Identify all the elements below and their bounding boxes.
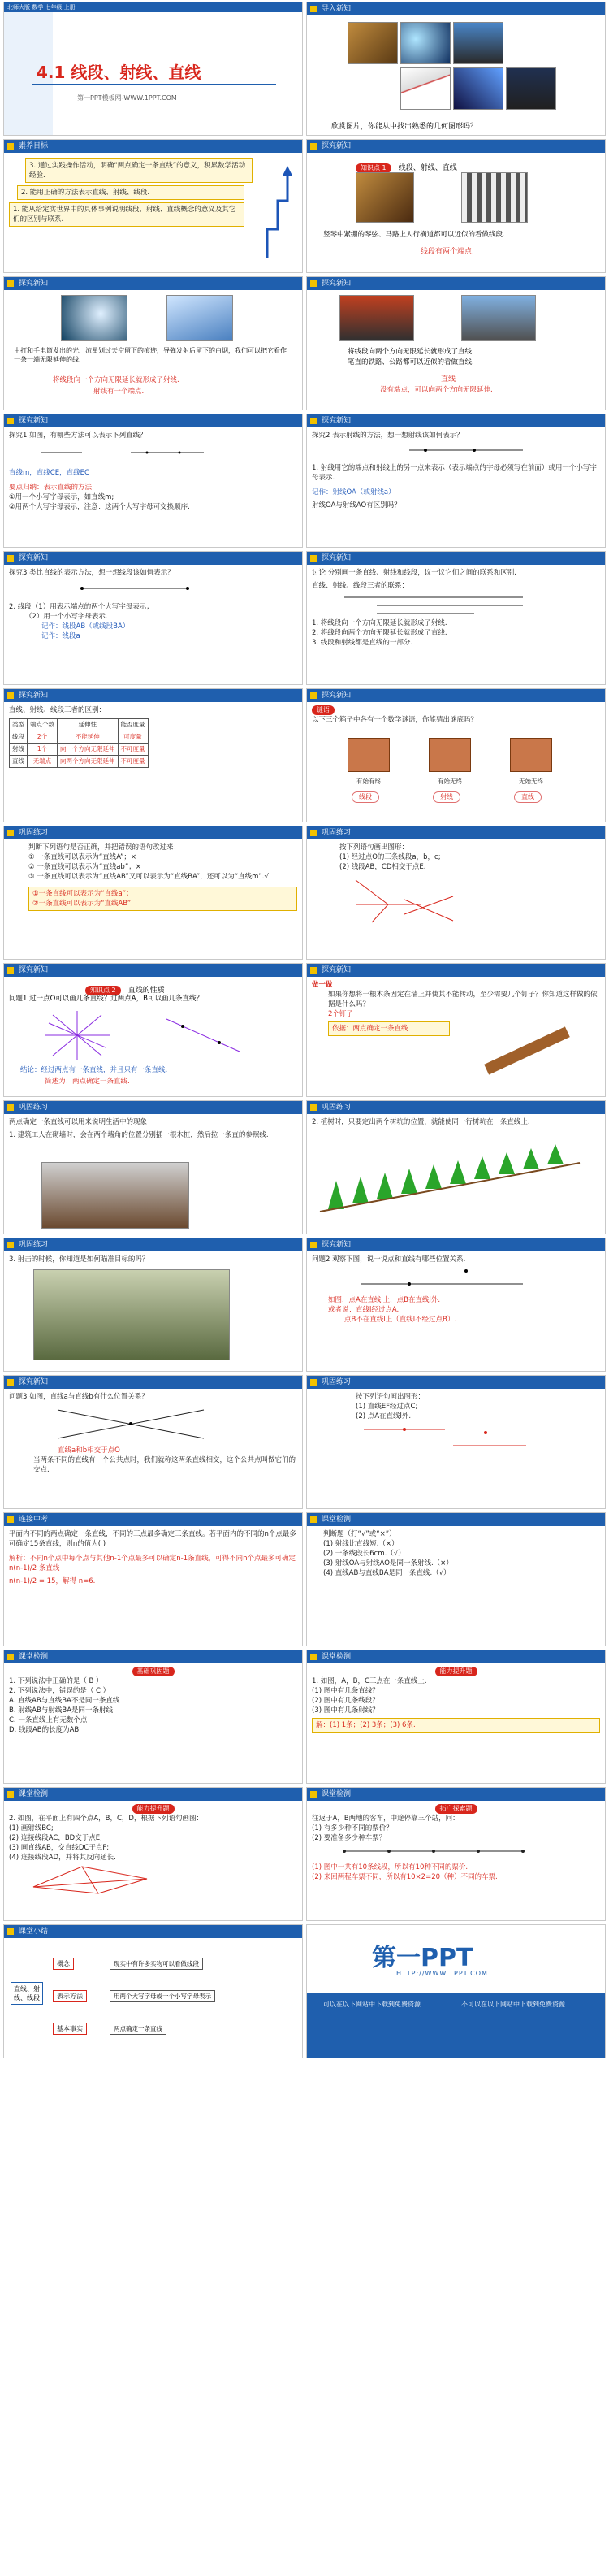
staircase-arrow [263,164,296,262]
riddle-tag: 谜语 [312,705,335,715]
subtitle: 第一PPT模板网-WWW.1PPT.COM [77,94,177,102]
advanced-item-3: (3) 图中有几条射线？ [312,1706,379,1715]
compare-table: 类型 端点个数 延伸性 能否度量 线段 2个 不能延伸 可度量 射线 1个 向一个方向无限延伸 不可度量 直线 无端点 向两个方向无限延伸 不可度量 [9,718,149,768]
col-extension: 延伸性 [58,719,119,731]
slide-header: 巩固练习 [4,1101,302,1114]
level-band: 基础巩固题 [132,1667,175,1676]
answer-button-2[interactable]: 射线 [433,791,460,803]
advanced-item-1: (1) 图中有几条直线？ [312,1687,379,1695]
slide-segment [306,139,606,273]
extend-answer-1: (1) 图中一共有10条线段，所以有10种不同的票价. [312,1863,469,1871]
exam-solution: 解析：不同n个点中每个点与其他n-1个点最多可以确定n-1条直线，可得不同n个点最多可确定 n(n-1)/2 条直线 [9,1555,296,1572]
stations-diagram [312,1843,555,1859]
do-title: 做一做 [312,981,333,989]
slide-application-2 [306,1100,606,1234]
highway-photo [506,67,556,110]
point-line-answer-2: 或者说：直线l经过点A. [328,1306,400,1314]
judge-item-3: (3) 射线OA与射线AO是同一条射线.（×） [323,1559,453,1568]
slide-header: 探究新知 [4,277,302,290]
road-photo [453,22,503,64]
segment-text: 竖琴中紧绷的琴弦、马路上人行横道都可以近似的看做线段. [323,231,505,239]
draw-question: 2. 如图，在平面上有四个点A，B，C，D，根据下列语句画图： [9,1815,203,1823]
railway-photo [461,295,536,341]
summary-note-1: 现实中有许多实物可以看做线段 [110,1958,203,1970]
slide-header: 课堂检测 [307,1513,605,1526]
tree-row-image [312,1132,588,1213]
slide-point-line [306,1238,606,1372]
slide-header: 探究新知 [307,414,605,427]
slide-header: 巩固练习 [307,1101,605,1114]
slide-header: 课堂检测 [4,1788,302,1801]
slide-check-extend [306,1787,606,1921]
slide-header: 探究新知 [307,964,605,977]
ray-question: 射线OA与射线AO有区别吗？ [312,501,401,510]
relation-1: 1. 将线段向一个方向无限延长就形成了射线. [312,619,447,627]
line-text-2: 笔直的铁路、公路都可以近似的看做直线. [348,358,474,366]
line-diagram [9,440,253,465]
meteor-photo [453,67,503,110]
slide-application-1 [3,1100,303,1234]
level-band: 能力提升题 [132,1804,175,1814]
extend-item-2: (2) 要准备多少种车票？ [312,1834,387,1842]
knowledge-tag: 知识点 2 [85,986,121,995]
draw-answer-diagram [356,1421,534,1454]
method-heading: 要点归纳：表示直线的方法 [9,484,93,492]
fix-2: ②一条直线可以表示为“直线AB”. [32,900,133,908]
slide-header: 课堂检测 [307,1650,605,1663]
draw-question: 按下列语句画出图形： [339,843,409,852]
option-d: D. 线段AB的长度为AB [9,1726,80,1734]
line-examples: 直线m，直线CE，直线EC [9,469,89,477]
meteor-photo [61,295,127,341]
goal-2: 2. 能用正确的方法表示直线、射线、线段. [17,185,244,200]
summary-branch-3: 基本事实 [53,2023,87,2035]
ray-conclusion-1: 将线段向一个方向无限延长就形成了射线. [53,376,179,384]
wood-strip-image [484,1026,570,1074]
knowledge-tag: 知识点 1 [356,163,391,173]
segment-conclusion: 线段有两个端点. [421,248,474,256]
draw-answer-diagram [339,872,461,929]
check-question-2: 2. 下列说法中，错误的是（ C ） [9,1687,110,1695]
shooting-photo [33,1269,230,1360]
summary-root: 直线、射线、线段 [11,1982,43,2005]
slide-goals [3,139,303,273]
point-line-answer-3: 点B不在直线l上（直线l不经过点B）. [344,1316,457,1324]
goal-3: 3. 通过实践操作活动，明确“两点确定一条直线”的意义，积累数学活动经验. [25,158,253,183]
item-3: ③ 一条直线可以表示为“直线AB”又可以表示为“直线BA”，还可以为“直线m”.√ [28,873,269,881]
property-question: 问题1 过一点O可以画几条直线？过两点A，B可以画几条直线？ [9,995,203,1003]
method-2: ②用两个大写字母表示，注意：这两个大写字母可交换顺序. [9,503,190,511]
slide-practice-draw-2 [306,1375,606,1509]
line-text-1: 将线段向两个方向无限延长就形成了直线. [348,348,474,356]
slide-header: 探究新知 [307,140,605,153]
slide-line [306,276,606,410]
property-summary: 简述为：两点确定一条直线. [45,1078,130,1086]
line-conclusion-2: 没有端点，可以向两个方向无限延伸. [380,386,493,394]
exam-question: 平面内不同的两点确定一条直线，不同的三点最多确定三条直线。若平面内的不同的n个点最多可确定15条直线，则n的值为( ) [9,1530,296,1548]
ray-notation: 记作：射线OA（或射线a） [312,488,395,497]
slide-explore-1 [3,414,303,548]
draw-item-1: (1) 直线EF经过点C; [356,1403,418,1411]
slide-explore-2 [306,414,606,548]
point-line-question: 问题2 观察下图，说一说点和直线有哪些位置关系. [312,1255,466,1264]
tag-title: 线段、射线、直线 [398,164,457,172]
option-b: B. 射线AB与射线BA是同一条射线 [9,1706,114,1715]
slide-intro [306,2,606,136]
riddle-text-1: 有始有终 [356,778,381,785]
segment-diagram [9,578,253,599]
draw-item-1: (1) 经过点O的三条线段a，b，c; [339,853,441,861]
slide-check-draw [3,1787,303,1921]
table-title: 直线、射线、线段三者的区别： [9,706,106,714]
answer-button-1[interactable]: 线段 [352,791,379,803]
application-title: 两点确定一条直线可以用来说明生活中的现象 [9,1118,148,1126]
extend-question: 往返于A，B两地的客车，中途停靠三个站，问： [312,1815,460,1823]
slide-header: 课堂检测 [4,1650,302,1663]
relation-3: 3. 线段和射线都是直线的一部分. [312,639,413,647]
item-1: ① 一条直线可以表示为“直线A”；× [28,853,137,861]
draw-item-2: (2) 点A在直线l外. [356,1412,412,1420]
level-band: 能力提升题 [435,1667,477,1676]
slide-header: 巩固练习 [4,826,302,839]
slide-exam [3,1512,303,1646]
check-question-1: 1. 下列说法中正确的是（ B ） [9,1677,103,1685]
intersect-answer: 直线a和b相交于点O [58,1446,120,1455]
title-topbar: 北师大版 数学 七年级 上册 [4,2,303,12]
slide-header: 课堂小结 [4,1925,302,1938]
riddle-box-1[interactable] [348,738,390,772]
slide-explore-3 [3,551,303,685]
judge-item-4: (4) 直线AB与直线BA是同一条直线.（√） [323,1569,451,1577]
slide-brand [306,1924,606,2058]
slide-ray [3,276,303,410]
discuss-question: 讨论 分别画一条直线、射线和线段，议一议它们之间的联系和区别. [312,569,516,577]
slide-header: 探究新知 [4,1376,302,1389]
brand-url: HTTP://WWW.1PPT.COM [396,1970,488,1977]
riddle-box-3[interactable] [510,738,552,772]
goal-1: 1. 能从给定实世界中的具体事例说明线段、射线、直线概念的意义及其它们的区别与联系. [9,202,244,227]
exam-result: n(n-1)/2 = 15，解得 n=6. [9,1577,96,1585]
line-conclusion: 直线 [441,375,456,384]
option-a: A. 直线AB与直线BA不是同一条直线 [9,1697,120,1705]
slide-header: 探究新知 [4,552,302,565]
do-reason: 依据：两点确定一条直线 [328,1021,450,1036]
page-title: 4.1 线段、射线、直线 [37,63,201,82]
draw-item-3: (3) 画直线AB，交直线DC于点F; [9,1844,110,1852]
ray-method: 1. 射线用它的端点和射线上的另一点来表示（表示端点的字母必须写在前面）或用一个小写字母表示. [312,464,597,482]
property-conclusion: 结论：经过两点有一条直线，并且只有一条直线. [20,1066,168,1074]
application-question: 1. 建筑工人在砌墙时，会在两个墙角的位置分别插一根木桩，然后拉一条直的参照线. [9,1131,269,1139]
slide-header: 巩固练习 [307,826,605,839]
segment-method-1: 2. 线段（1）用表示端点的两个大写字母表示； [9,603,153,611]
slide-check-advanced [306,1650,606,1784]
slide-header: 巩固练习 [307,1376,605,1389]
intersecting-lines-diagram [9,1402,253,1442]
slide-do-it [306,963,606,1097]
fix-1: ①一条直线可以表示为“直线a”； [32,890,133,898]
intersect-definition: 当两条不同的直线有一个公共点时，我们就称这两条直线相交，这个公共点叫做它们的交点. [33,1456,296,1474]
road-photo [339,295,414,341]
riddle-text-3: 无始无终 [519,778,543,785]
missile-photo [166,295,233,341]
judge-question: 判断题（打“√”或“×”） [323,1530,396,1538]
application-question: 3. 射击的时候，你知道是如何瞄准目标的吗？ [9,1255,149,1264]
footer-left: 可以在以下网站中下载到免费资源 [323,2001,421,2008]
slide-header: 连接中考 [4,1513,302,1526]
slide-intersect [3,1375,303,1509]
riddle-text-2: 有始无终 [438,778,462,785]
slide-practice-draw [306,826,606,960]
do-question: 如果你想将一根木条固定在墙上并使其不能转动，至少需要几个钉子？你知道这样做的依据是什么吗？ [328,991,598,1008]
bricklayer-photo [41,1162,189,1229]
harp-photo [356,172,414,223]
slide-header: 巩固练习 [4,1238,302,1251]
slide-check-basic [3,1650,303,1784]
item-2: ② 一条直线可以表示为“直线ab”；× [28,863,141,871]
brand-logo: 第一PPT [372,1944,473,1972]
segment-method-2: （2）用一个小写字母表示. [25,613,108,621]
advanced-answer: 解：(1) 1条；(2) 3条；(3) 6条. [312,1718,600,1733]
crosswalk-photo [461,172,528,223]
extend-answer-2: (2) 来回两程车票不同，所以有10×2=20（种）不同的车票. [312,1873,498,1881]
point-line-diagram [312,1264,555,1292]
segment-notation-2: 记作：线段a [41,632,80,640]
point-line-answer-1: 如图，点A在直线l上，点B在直线l外. [328,1296,441,1304]
slide-practice-judge [3,826,303,960]
slide-header: 探究新知 [4,964,302,977]
judge-item-1: (1) 射线比直线短.（×） [323,1540,399,1548]
relation-2: 2. 将线段向两个方向无限延长就形成了直线. [312,629,447,637]
judge-item-2: (2) 一条线段长6cm.（√） [323,1550,405,1558]
intersect-question: 问题3 如图，直线a与直线b有什么位置关系？ [9,1393,149,1401]
col-measure: 能否度量 [118,719,148,731]
explore-question: 探究2 表示射线的方法，想一想射线该如何表示？ [312,432,464,440]
slide-header: 探究新知 [307,689,605,702]
slide-application-3 [3,1238,303,1372]
draw-item-4: (4) 连接线段AD，并将其反向延长. [9,1854,116,1862]
do-answer: 2个钉子 [328,1010,353,1018]
explore-question: 探究1 如图，有哪些方法可以表示下列直线？ [9,432,147,440]
draw-item-1: (1) 画射线BC; [9,1824,54,1832]
advanced-item-2: (2) 图中有几条线段？ [312,1697,379,1705]
summary-note-2: 用两个大写字母或一个小写字母表示 [110,1990,215,2002]
slide-header: 探究新知 [307,277,605,290]
footer-right: 不可以在以下网站中下载到免费资源 [461,2001,565,2008]
draw-item-2: (2) 连接线段AC，BD交于点E; [9,1834,102,1842]
level-band: 拓广探索题 [435,1804,477,1814]
slide-header: 课堂检测 [307,1788,605,1801]
slide-header: 导入新知 [307,2,605,15]
slide-riddle [306,688,606,822]
draw-question: 按下列语句画出图形： [356,1393,425,1401]
draw-item-2: (2) 线段AB，CD相交于点E. [339,863,426,871]
slide-discuss [306,551,606,685]
col-endpoints: 端点个数 [28,719,58,731]
slide-title [3,2,303,136]
riddle-box-2[interactable] [429,738,471,772]
advanced-question: 1. 如图，A，B，C三点在一条直线上. [312,1677,427,1685]
slide-header: 探究新知 [4,689,302,702]
slide-summary [3,1924,303,2058]
laser-photo [400,67,451,110]
summary-branch-1: 概念 [53,1958,74,1970]
intro-question: 欣赏图片，你能从中找出熟悉的几何图形吗？ [331,123,478,131]
three-lines-diagram [312,591,555,615]
method-1: ①用一个小写字母表示，如直线m; [9,493,114,501]
slide-compare-table [3,688,303,822]
slide-check-judge [306,1512,606,1646]
option-c: C. 一条直线上有无数个点 [9,1716,88,1724]
flashlight-photo [400,22,451,64]
slide-header: 探究新知 [307,552,605,565]
quadrilateral-diagram [9,1863,171,1895]
extend-item-1: (1) 有多少种不同的票价？ [312,1824,393,1832]
practice-question: 判断下列语句是否正确，并把错误的语句改过来： [28,843,181,852]
answer-button-3[interactable]: 直线 [514,791,542,803]
harp-photo [348,22,398,64]
slide-header: 探究新知 [4,414,302,427]
segment-notation-1: 记作：线段AB（或线段BA） [41,622,130,631]
riddle-question: 以下三个箱子中各有一个数学谜语，你能猜出谜底吗？ [312,716,478,724]
slide-header: 素养目标 [4,140,302,153]
application-question: 2. 植树时，只要定出两个树坑的位置，就能使同一行树坑在一条直线上. [312,1118,530,1126]
ray-text: 由打和手电筒发出的光、流星划过天空留下的痕迹，导弹发射后留下的白烟，我们可以把它看作一条一端无限延伸的线. [14,347,287,363]
ray-conclusion-2: 射线有一个端点. [93,388,145,396]
explore-question: 探究3 类比直线的表示方法，想一想线段该如何表示？ [9,569,175,577]
col-type: 类型 [10,719,28,731]
slide-line-property [3,963,303,1097]
discuss-sub: 直线、射线、线段三者的联系： [312,582,409,590]
ray-diagram [312,440,555,460]
summary-branch-2: 表示方法 [53,1990,87,2002]
summary-note-3: 两点确定一条直线 [110,2023,166,2035]
slide-header: 探究新知 [307,1238,605,1251]
lines-through-point-diagram [37,1011,248,1060]
tag-title: 直线的性质 [127,987,165,995]
